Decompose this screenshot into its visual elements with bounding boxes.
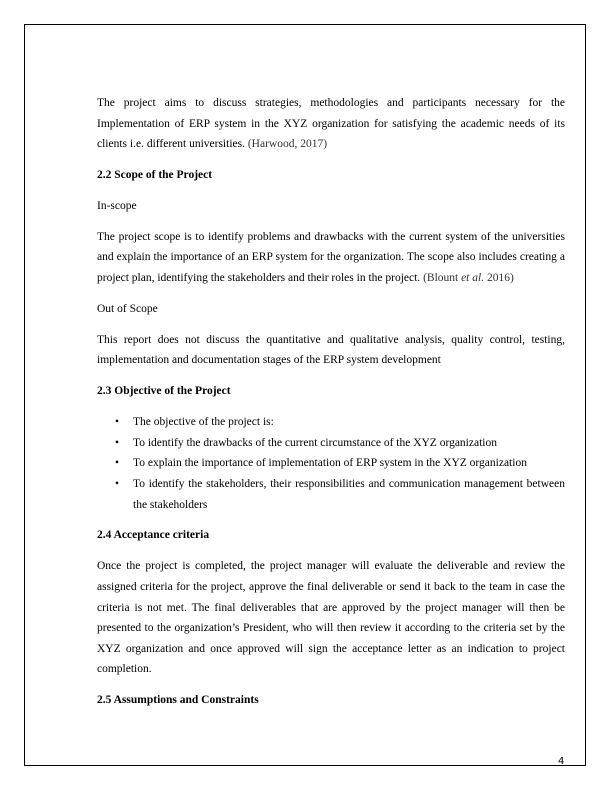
in-scope-paragraph: [97, 227, 565, 289]
assumptions-heading: 2.5 Assumptions and Constraints: [97, 694, 259, 707]
bullet-icon: •: [115, 457, 120, 470]
bullet-icon: •: [115, 477, 120, 490]
bullet-icon: •: [115, 416, 120, 429]
intro-citation: (Harwood, 2017): [247, 138, 328, 151]
acceptance-heading: 2.4 Acceptance criteria: [97, 529, 210, 542]
out-scope-paragraph: This report does not discuss the quantitative and qualitative analysis, quality control, testing, implementation and documentation stages of the ERP system development: [97, 333, 565, 367]
list-item: • To identify the drawbacks of the current circumstance of the XYZ organization: [133, 433, 565, 454]
page-frame: [24, 24, 586, 766]
document-body: [97, 93, 565, 721]
intro-paragraph: [97, 93, 565, 155]
objective-list: [97, 412, 565, 515]
list-item: • To explain the importance of implementation of ERP system in the XYZ organization: [133, 453, 565, 474]
objective-heading: 2.3 Objective of the Project: [97, 385, 231, 398]
scope-heading: 2.2 Scope of the Project: [97, 169, 213, 182]
list-item: • To identify the stakeholders, their responsibilities and communication management between the stakeholders: [133, 474, 565, 515]
intro-text: The project aims to discuss strategies, methodologies and participants necessary for the Implementation of ERP system in the XYZ organization for satisfying the academic needs of its clients i.e. different universities.: [97, 97, 565, 151]
out-scope-label: Out of Scope: [97, 302, 158, 315]
acceptance-paragraph: Once the project is completed, the project manager will evaluate the deliverable and review the assigned criteria for the project, approve the final deliverable or send it back to the team in case the criteria is not met. The final deliverables that are approved by the project manager will then be presented to the organization’s President, who will then review it according to the criteria set by the XYZ organization and once approved will sign the acceptance letter as an indication to project completion.: [97, 560, 565, 676]
in-scope-citation: (Blount et al. 2016): [423, 272, 514, 285]
list-item: • The objective of the project is:: [133, 412, 565, 433]
in-scope-text: The project scope is to identify problems and drawbacks with the current system of the universities and explain the importance of an ERP system for the organization. The scope also includes creating a project plan, identifying the stakeholders and their roles in the project.: [97, 230, 565, 285]
bullet-icon: •: [115, 436, 120, 449]
in-scope-label: In-scope: [97, 199, 137, 212]
page-number: 4: [558, 756, 565, 767]
